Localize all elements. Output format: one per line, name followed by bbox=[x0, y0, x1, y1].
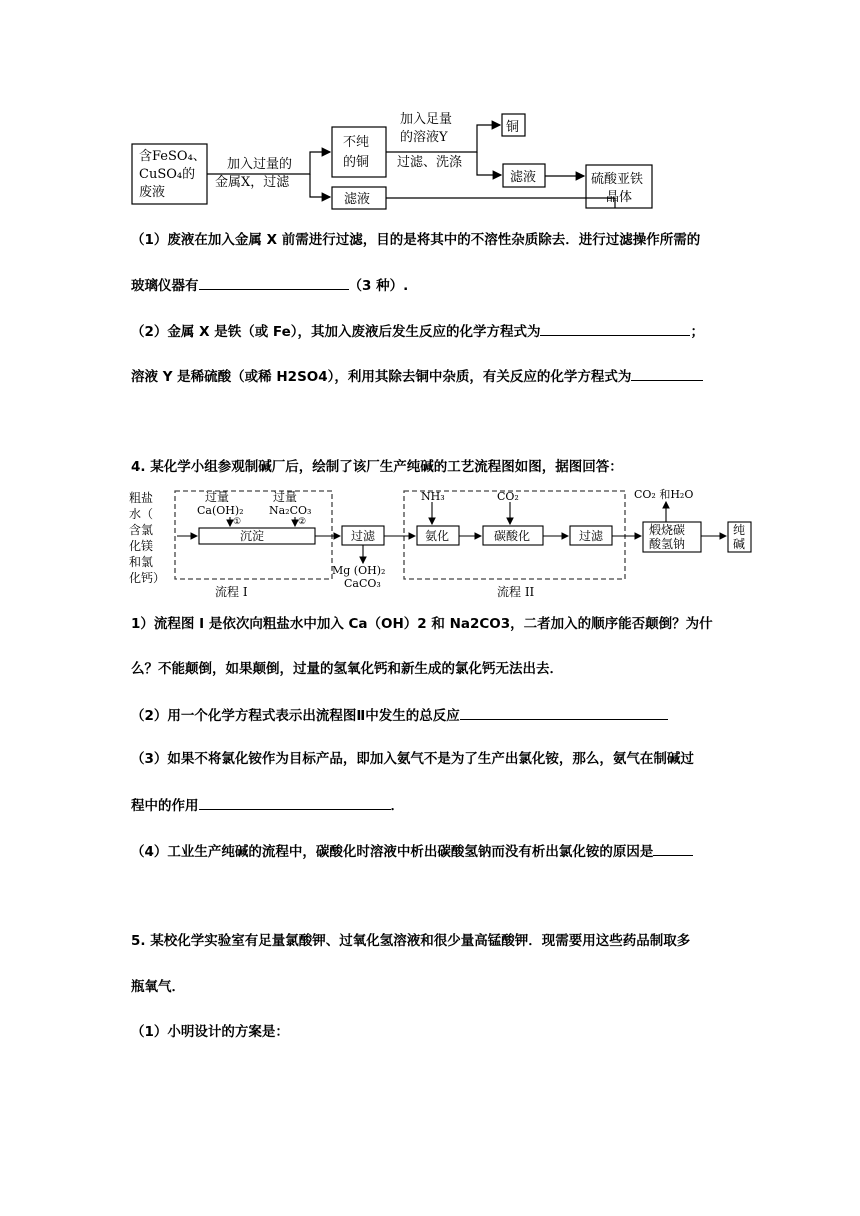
q5-line2: 瓶氧气． bbox=[131, 979, 185, 995]
feed-text-5: 和氯 bbox=[129, 555, 154, 569]
answer-blank-total-reaction[interactable] bbox=[460, 706, 668, 720]
sodium-carbonate-label: Na₂CO₃ bbox=[269, 504, 312, 517]
feed-text-2: 水（ bbox=[129, 507, 154, 521]
ammonia-label: NH₃ bbox=[421, 490, 445, 503]
arrow2-label-3: 过滤、洗涤 bbox=[397, 155, 463, 170]
soda-ash-process-diagram bbox=[125, 486, 765, 602]
feed-text-6: 化钙） bbox=[129, 571, 166, 585]
q4-1-line2: 么？不能颠倒，如果颠倒，过量的氢氧化钙和新生成的氯化钙无法出去． bbox=[131, 661, 563, 677]
answer-blank-precipitation-reason[interactable] bbox=[653, 842, 693, 856]
q4-stem: 4. 某化学小组参观制碱厂后，绘制了该厂生产纯碱的工艺流程图如图，据图回答： bbox=[131, 459, 623, 475]
feed-text-3: 含氯 bbox=[129, 523, 154, 537]
q4-2-line1 bbox=[131, 706, 668, 725]
waste-liquid-flow-diagram bbox=[125, 108, 665, 216]
byproduct-text-1: Mg (OH)₂ bbox=[332, 564, 386, 577]
q4-4-prefix: （4）工业生产纯碱的流程中，碳酸化时溶液中析出碳酸氢钠而没有析出氯化铵的原因是 bbox=[131, 844, 654, 860]
waste-liquid-text-3: 废液 bbox=[139, 185, 166, 200]
soda-ash-text-1: 纯 bbox=[733, 523, 746, 537]
q4-3-suffix: ． bbox=[390, 798, 404, 814]
arrow1-label-1: 加入过量的 bbox=[227, 157, 293, 172]
process-2-label: 流程 II bbox=[497, 585, 535, 599]
q3-1-line1: （1）废液在加入金属 X 前需进行过滤，目的是将其中的不溶性杂质除去．进行过滤操作所需的 bbox=[131, 232, 701, 248]
carbonation-text: 碳酸化 bbox=[494, 529, 531, 543]
q4-2-prefix: （2）用一个化学方程式表示出流程图Ⅱ中发生的总反应 bbox=[131, 708, 460, 724]
filtrate-lower-text: 滤液 bbox=[344, 192, 371, 207]
impure-copper-text-2: 的铜 bbox=[343, 155, 370, 170]
q4-3-prefix: 程中的作用 bbox=[131, 798, 199, 814]
q4-4-line1 bbox=[131, 842, 693, 861]
ferrous-sulfate-text-1: 硫酸亚铁 bbox=[591, 172, 644, 187]
calcium-hydroxide-label: Ca(OH)₂ bbox=[197, 504, 244, 517]
answer-blank-glassware[interactable] bbox=[199, 276, 349, 290]
precipitation-text: 沉淀 bbox=[240, 529, 265, 543]
process-1-label: 流程 I bbox=[215, 585, 248, 599]
answer-blank-ammonia-role[interactable] bbox=[199, 796, 391, 810]
soda-ash-text-2: 碱 bbox=[733, 537, 746, 551]
waste-liquid-text-2: CuSO₄的 bbox=[139, 167, 196, 182]
ammoniation-text: 氨化 bbox=[425, 529, 450, 543]
feed-text-1: 粗盐 bbox=[129, 491, 154, 505]
q5-line1: 5. 某校化学实验室有足量氯酸钾、过氧化氢溶液和很少量高锰酸钾．现需要用这些药品制取多 bbox=[131, 933, 691, 949]
q3-2-line1-prefix: （2）金属 X 是铁（或 Fe），其加入废液后发生反应的化学方程式为 bbox=[131, 324, 541, 340]
q3-1-line2 bbox=[131, 276, 408, 295]
q3-2-line2-prefix: 溶液 Y 是稀硫酸（或稀 H2SO4），利用其除去铜中杂质，有关反应的化学方程式为 bbox=[131, 369, 632, 385]
q3-2-line1 bbox=[131, 322, 704, 341]
filter-text-2: 过滤 bbox=[579, 529, 604, 543]
q3-2-line2 bbox=[131, 367, 703, 386]
feed-text-4: 化镁 bbox=[129, 539, 154, 553]
answer-blank-acid-equation[interactable] bbox=[631, 367, 703, 381]
q3-2-line1-suffix: ； bbox=[690, 324, 704, 340]
q4-3-line1: （3）如果不将氯化铵作为目标产品，即加入氨气不是为了生产出氯化铵，那么，氨气在制碱过 bbox=[131, 751, 694, 767]
excess-label-1: 过量 bbox=[205, 490, 230, 504]
calcination-text-1: 煅烧碳 bbox=[649, 523, 686, 537]
byproduct-text-2: CaCO₃ bbox=[344, 577, 381, 590]
excess-label-2: 过量 bbox=[273, 490, 298, 504]
q5-sub1: （1）小明设计的方案是： bbox=[131, 1024, 289, 1040]
waste-liquid-text-1: 含FeSO₄、 bbox=[139, 149, 206, 164]
gas-output-label: CO₂ 和H₂O bbox=[634, 488, 694, 501]
calcination-text-2: 酸氢钠 bbox=[649, 537, 686, 551]
q3-1-line2-suffix: （3 种）. bbox=[348, 278, 409, 294]
order-mark-1: ① bbox=[233, 517, 242, 527]
impure-copper-text-1: 不纯 bbox=[343, 135, 370, 150]
carbon-dioxide-label: CO₂ bbox=[497, 490, 519, 503]
filter-text-1: 过滤 bbox=[351, 529, 376, 543]
copper-text: 铜 bbox=[506, 120, 520, 135]
arrow2-label-2: 的溶液Y bbox=[400, 130, 448, 145]
answer-blank-iron-equation[interactable] bbox=[540, 322, 690, 336]
q4-3-line2 bbox=[131, 796, 404, 815]
q3-1-line2-prefix: 玻璃仪器有 bbox=[131, 278, 199, 294]
q4-1-line1: 1）流程图 I 是依次向粗盐水中加入 Ca（OH）2 和 Na2CO3，二者加入的顺序能否颠倒？为什 bbox=[131, 616, 713, 632]
arrow2-label-1: 加入足量 bbox=[400, 112, 453, 127]
filtrate-upper-text: 滤液 bbox=[510, 170, 537, 185]
order-mark-2: ② bbox=[298, 517, 307, 527]
arrow1-label-2: 金属X，过滤 bbox=[215, 175, 290, 190]
ferrous-sulfate-text-2: 晶体 bbox=[606, 190, 633, 205]
